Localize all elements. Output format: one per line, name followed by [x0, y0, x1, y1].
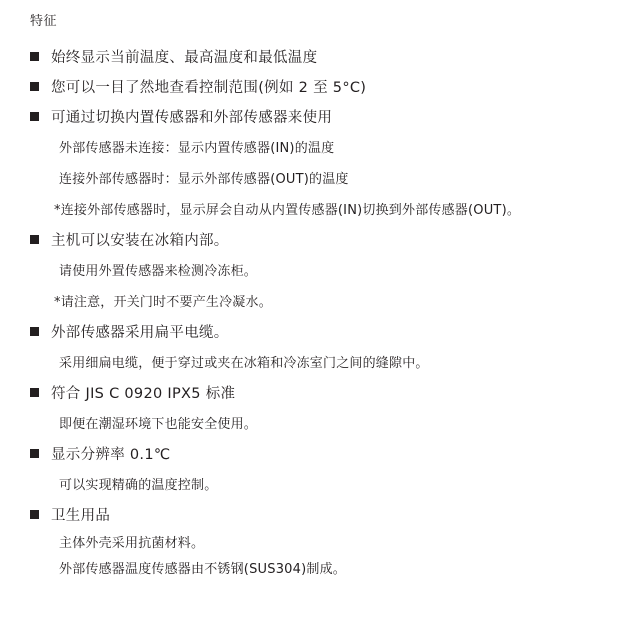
- bullet-row: [14, 226, 606, 256]
- feature-detail: 即便在潮湿环境下也能安全使用。: [59, 417, 258, 432]
- feature-detail: 采用细扁电缆，便于穿过或夹在冰箱和冷冻室门之间的缝隙中。: [59, 356, 429, 371]
- feature-detail: 连接外部传感器时：显示外部传感器(OUT)的温度: [59, 172, 349, 187]
- feature-heading: 显示分辨率 0.1℃: [51, 447, 171, 463]
- feature-item: [14, 379, 606, 440]
- feature-heading: 主机可以安装在冰箱内部。: [51, 233, 229, 249]
- feature-heading: 始终显示当前温度、最高温度和最低温度: [51, 50, 318, 66]
- bullet-row: [14, 440, 606, 470]
- square-bullet-icon: [30, 52, 39, 61]
- feature-detail: 可以实现精确的温度控制。: [59, 478, 218, 493]
- feature-note: *连接外部传感器时，显示屏会自动从内置传感器(IN)切换到外部传感器(OUT)。: [54, 203, 521, 218]
- bullet-row: [14, 318, 606, 348]
- bullet-row: [14, 501, 606, 531]
- feature-heading: 符合 JIS C 0920 IPX5 标准: [51, 386, 236, 402]
- feature-heading: 外部传感器采用扁平电缆。: [51, 325, 229, 341]
- feature-heading: 可通过切换内置传感器和外部传感器来使用: [51, 110, 333, 126]
- bullet-row: [14, 43, 606, 73]
- feature-item: [14, 501, 606, 583]
- feature-item: [14, 440, 606, 501]
- feature-detail: 请使用外置传感器来检测冷冻柜。: [59, 264, 258, 279]
- bullet-row: [14, 103, 606, 133]
- feature-item: [14, 103, 606, 226]
- feature-item: [14, 318, 606, 379]
- feature-list: [14, 43, 606, 583]
- feature-item: [14, 73, 606, 103]
- feature-item: [14, 226, 606, 318]
- feature-note: *请注意，开关门时不要产生冷凝水。: [54, 295, 272, 310]
- feature-detail: 外部传感器未连接：显示内置传感器(IN)的温度: [59, 141, 335, 156]
- feature-heading: 您可以一目了然地查看控制范围(例如 2 至 5°C): [51, 80, 367, 96]
- feature-item: [14, 43, 606, 73]
- feature-detail: 主体外壳采用抗菌材料。: [59, 536, 205, 551]
- square-bullet-icon: [30, 235, 39, 244]
- square-bullet-icon: [30, 82, 39, 91]
- feature-detail: 外部传感器温度传感器由不锈钢(SUS304)制成。: [59, 562, 346, 577]
- square-bullet-icon: [30, 388, 39, 397]
- square-bullet-icon: [30, 112, 39, 121]
- bullet-row: [14, 379, 606, 409]
- page-title: 特征: [30, 14, 58, 29]
- feature-heading: 卫生用品: [51, 508, 111, 524]
- square-bullet-icon: [30, 510, 39, 519]
- square-bullet-icon: [30, 449, 39, 458]
- square-bullet-icon: [30, 327, 39, 336]
- bullet-row: [14, 73, 606, 103]
